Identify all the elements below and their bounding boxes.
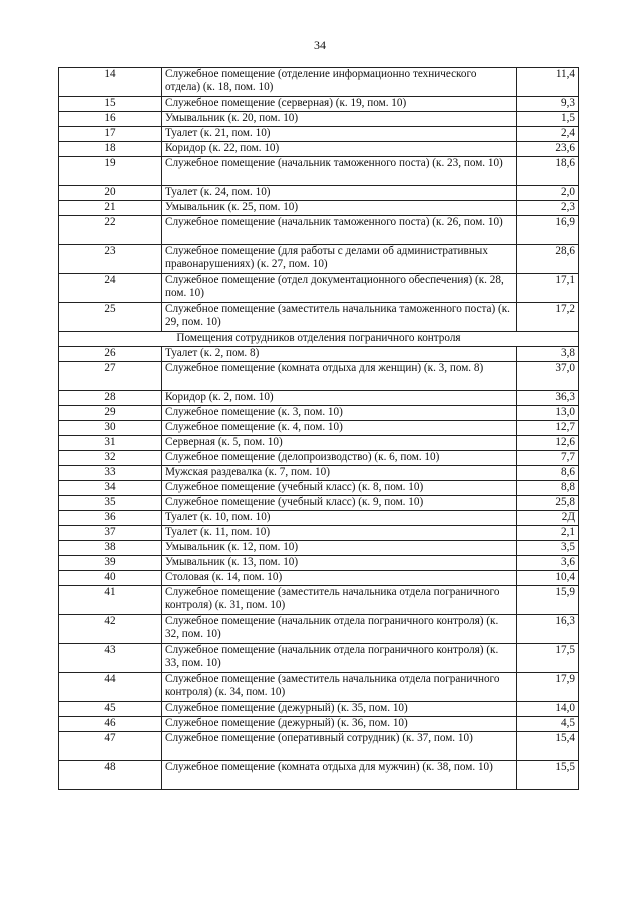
- table-row: [59, 496, 579, 511]
- room-area: 3,6: [517, 556, 579, 571]
- row-number: 14: [59, 68, 162, 97]
- room-area: 37,0: [517, 362, 579, 391]
- room-area: 9,3: [517, 97, 579, 112]
- room-area: 16,3: [517, 615, 579, 644]
- room-area: 18,6: [517, 157, 579, 186]
- row-number: 42: [59, 615, 162, 644]
- table-row: [59, 406, 579, 421]
- section-row: [59, 332, 579, 347]
- room-description: Столовая (к. 14, пом. 10): [162, 571, 517, 586]
- section-heading: Помещения сотрудников отделения пограничного контроля: [59, 332, 579, 347]
- table-row: [59, 245, 579, 274]
- room-area: 25,8: [517, 496, 579, 511]
- row-number: 43: [59, 644, 162, 673]
- table-row: [59, 347, 579, 362]
- table-row: [59, 615, 579, 644]
- rooms-table: [58, 67, 579, 790]
- room-description: Коридор (к. 22, пом. 10): [162, 142, 517, 157]
- room-description: Туалет (к. 2, пом. 8): [162, 347, 517, 362]
- table-row: [59, 586, 579, 615]
- table-row: [59, 541, 579, 556]
- table-row: [59, 201, 579, 216]
- room-area: 12,7: [517, 421, 579, 436]
- row-number: 39: [59, 556, 162, 571]
- room-area: 17,5: [517, 644, 579, 673]
- room-area: 3,8: [517, 347, 579, 362]
- room-description: Служебное помещение (заместитель начальника отдела пограничного контроля) (к. 34, пом. 10): [162, 673, 517, 702]
- row-number: 30: [59, 421, 162, 436]
- room-description: Мужская раздевалка (к. 7, пом. 10): [162, 466, 517, 481]
- row-number: 22: [59, 216, 162, 245]
- room-description: Служебное помещение (начальник отдела пограничного контроля) (к. 33, пом. 10): [162, 644, 517, 673]
- room-area: 14,0: [517, 702, 579, 717]
- row-number: 31: [59, 436, 162, 451]
- room-area: 17,1: [517, 274, 579, 303]
- row-number: 26: [59, 347, 162, 362]
- room-description: Служебное помещение (к. 3, пом. 10): [162, 406, 517, 421]
- table-row: [59, 186, 579, 201]
- room-description: Служебное помещение (дежурный) (к. 35, пом. 10): [162, 702, 517, 717]
- row-number: 48: [59, 761, 162, 790]
- room-area: 12,6: [517, 436, 579, 451]
- room-description: Коридор (к. 2, пом. 10): [162, 391, 517, 406]
- room-area: 2,4: [517, 127, 579, 142]
- room-description: Служебное помещение (делопроизводство) (к. 6, пом. 10): [162, 451, 517, 466]
- room-area: 36,3: [517, 391, 579, 406]
- room-description: Служебное помещение (заместитель начальника отдела пограничного контроля) (к. 31, пом. 10): [162, 586, 517, 615]
- table-row: [59, 303, 579, 332]
- row-number: 35: [59, 496, 162, 511]
- room-description: Умывальник (к. 20, пом. 10): [162, 112, 517, 127]
- room-description: Служебное помещение (начальник таможенного поста) (к. 26, пом. 10): [162, 216, 517, 245]
- room-area: 17,2: [517, 303, 579, 332]
- room-area: 16,9: [517, 216, 579, 245]
- row-number: 20: [59, 186, 162, 201]
- room-description: Служебное помещение (дежурный) (к. 36, пом. 10): [162, 717, 517, 732]
- row-number: 45: [59, 702, 162, 717]
- room-description: Служебное помещение (к. 4, пом. 10): [162, 421, 517, 436]
- row-number: 41: [59, 586, 162, 615]
- room-description: Служебное помещение (заместитель начальника таможенного поста) (к. 29, пом. 10): [162, 303, 517, 332]
- row-number: 16: [59, 112, 162, 127]
- table-row: [59, 702, 579, 717]
- row-number: 46: [59, 717, 162, 732]
- row-number: 23: [59, 245, 162, 274]
- room-description: Служебное помещение (начальник таможенного поста) (к. 23, пом. 10): [162, 157, 517, 186]
- rooms-table-body: [59, 68, 579, 790]
- room-description: Служебное помещение (серверная) (к. 19, пом. 10): [162, 97, 517, 112]
- table-row: [59, 761, 579, 790]
- room-description: Служебное помещение (отделение информационно технического отдела) (к. 18, пом. 10): [162, 68, 517, 97]
- table-row: [59, 732, 579, 761]
- room-area: 17,9: [517, 673, 579, 702]
- room-description: Служебное помещение (отдел документационного обеспечения) (к. 28, пом. 10): [162, 274, 517, 303]
- room-description: Умывальник (к. 13, пом. 10): [162, 556, 517, 571]
- room-description: Служебное помещение (оперативный сотрудник) (к. 37, пом. 10): [162, 732, 517, 761]
- room-description: Служебное помещение (учебный класс) (к. 8, пом. 10): [162, 481, 517, 496]
- row-number: 21: [59, 201, 162, 216]
- room-description: Туалет (к. 10, пом. 10): [162, 511, 517, 526]
- room-area: 2,3: [517, 201, 579, 216]
- table-row: [59, 68, 579, 97]
- room-area: 15,9: [517, 586, 579, 615]
- table-row: [59, 274, 579, 303]
- table-row: [59, 644, 579, 673]
- row-number: 25: [59, 303, 162, 332]
- room-description: Туалет (к. 24, пом. 10): [162, 186, 517, 201]
- row-number: 47: [59, 732, 162, 761]
- table-row: [59, 157, 579, 186]
- room-description: Умывальник (к. 25, пом. 10): [162, 201, 517, 216]
- room-area: 8,8: [517, 481, 579, 496]
- room-area: 7,7: [517, 451, 579, 466]
- room-area: 10,4: [517, 571, 579, 586]
- row-number: 38: [59, 541, 162, 556]
- room-description: Служебное помещение (для работы с делами об административных правонарушениях) (к. 27, пом. 10): [162, 245, 517, 274]
- table-row: [59, 571, 579, 586]
- room-description: Туалет (к. 21, пом. 10): [162, 127, 517, 142]
- row-number: 24: [59, 274, 162, 303]
- table-row: [59, 391, 579, 406]
- room-area: 15,5: [517, 761, 579, 790]
- room-area: 2,1: [517, 526, 579, 541]
- room-area: 11,4: [517, 68, 579, 97]
- row-number: 19: [59, 157, 162, 186]
- table-row: [59, 481, 579, 496]
- row-number: 32: [59, 451, 162, 466]
- room-description: Служебное помещение (комната отдыха для мужчин) (к. 38, пом. 10): [162, 761, 517, 790]
- room-description: Служебное помещение (комната отдыха для женщин) (к. 3, пом. 8): [162, 362, 517, 391]
- table-row: [59, 556, 579, 571]
- room-area: 15,4: [517, 732, 579, 761]
- room-area: 2,0: [517, 186, 579, 201]
- table-row: [59, 526, 579, 541]
- table-row: [59, 673, 579, 702]
- room-description: Серверная (к. 5, пом. 10): [162, 436, 517, 451]
- row-number: 17: [59, 127, 162, 142]
- row-number: 40: [59, 571, 162, 586]
- room-area: 3,5: [517, 541, 579, 556]
- room-area: 1,5: [517, 112, 579, 127]
- table-row: [59, 127, 579, 142]
- table-row: [59, 451, 579, 466]
- row-number: 27: [59, 362, 162, 391]
- room-description: Служебное помещение (начальник отдела пограничного контроля) (к. 32, пом. 10): [162, 615, 517, 644]
- row-number: 29: [59, 406, 162, 421]
- table-row: [59, 97, 579, 112]
- row-number: 28: [59, 391, 162, 406]
- table-row: [59, 421, 579, 436]
- row-number: 15: [59, 97, 162, 112]
- table-row: [59, 466, 579, 481]
- table-row: [59, 142, 579, 157]
- table-row: [59, 362, 579, 391]
- room-area: 23,6: [517, 142, 579, 157]
- room-description: Туалет (к. 11, пом. 10): [162, 526, 517, 541]
- room-description: Служебное помещение (учебный класс) (к. 9, пом. 10): [162, 496, 517, 511]
- table-row: [59, 112, 579, 127]
- room-description: Умывальник (к. 12, пом. 10): [162, 541, 517, 556]
- table-row: [59, 216, 579, 245]
- row-number: 36: [59, 511, 162, 526]
- table-row: [59, 436, 579, 451]
- page-number: 34: [314, 38, 326, 52]
- table-row: [59, 511, 579, 526]
- room-area: 13,0: [517, 406, 579, 421]
- room-area: 8,6: [517, 466, 579, 481]
- room-area: 2Д: [517, 511, 579, 526]
- row-number: 37: [59, 526, 162, 541]
- row-number: 44: [59, 673, 162, 702]
- row-number: 33: [59, 466, 162, 481]
- room-area: 4,5: [517, 717, 579, 732]
- row-number: 34: [59, 481, 162, 496]
- table-row: [59, 717, 579, 732]
- room-area: 28,6: [517, 245, 579, 274]
- row-number: 18: [59, 142, 162, 157]
